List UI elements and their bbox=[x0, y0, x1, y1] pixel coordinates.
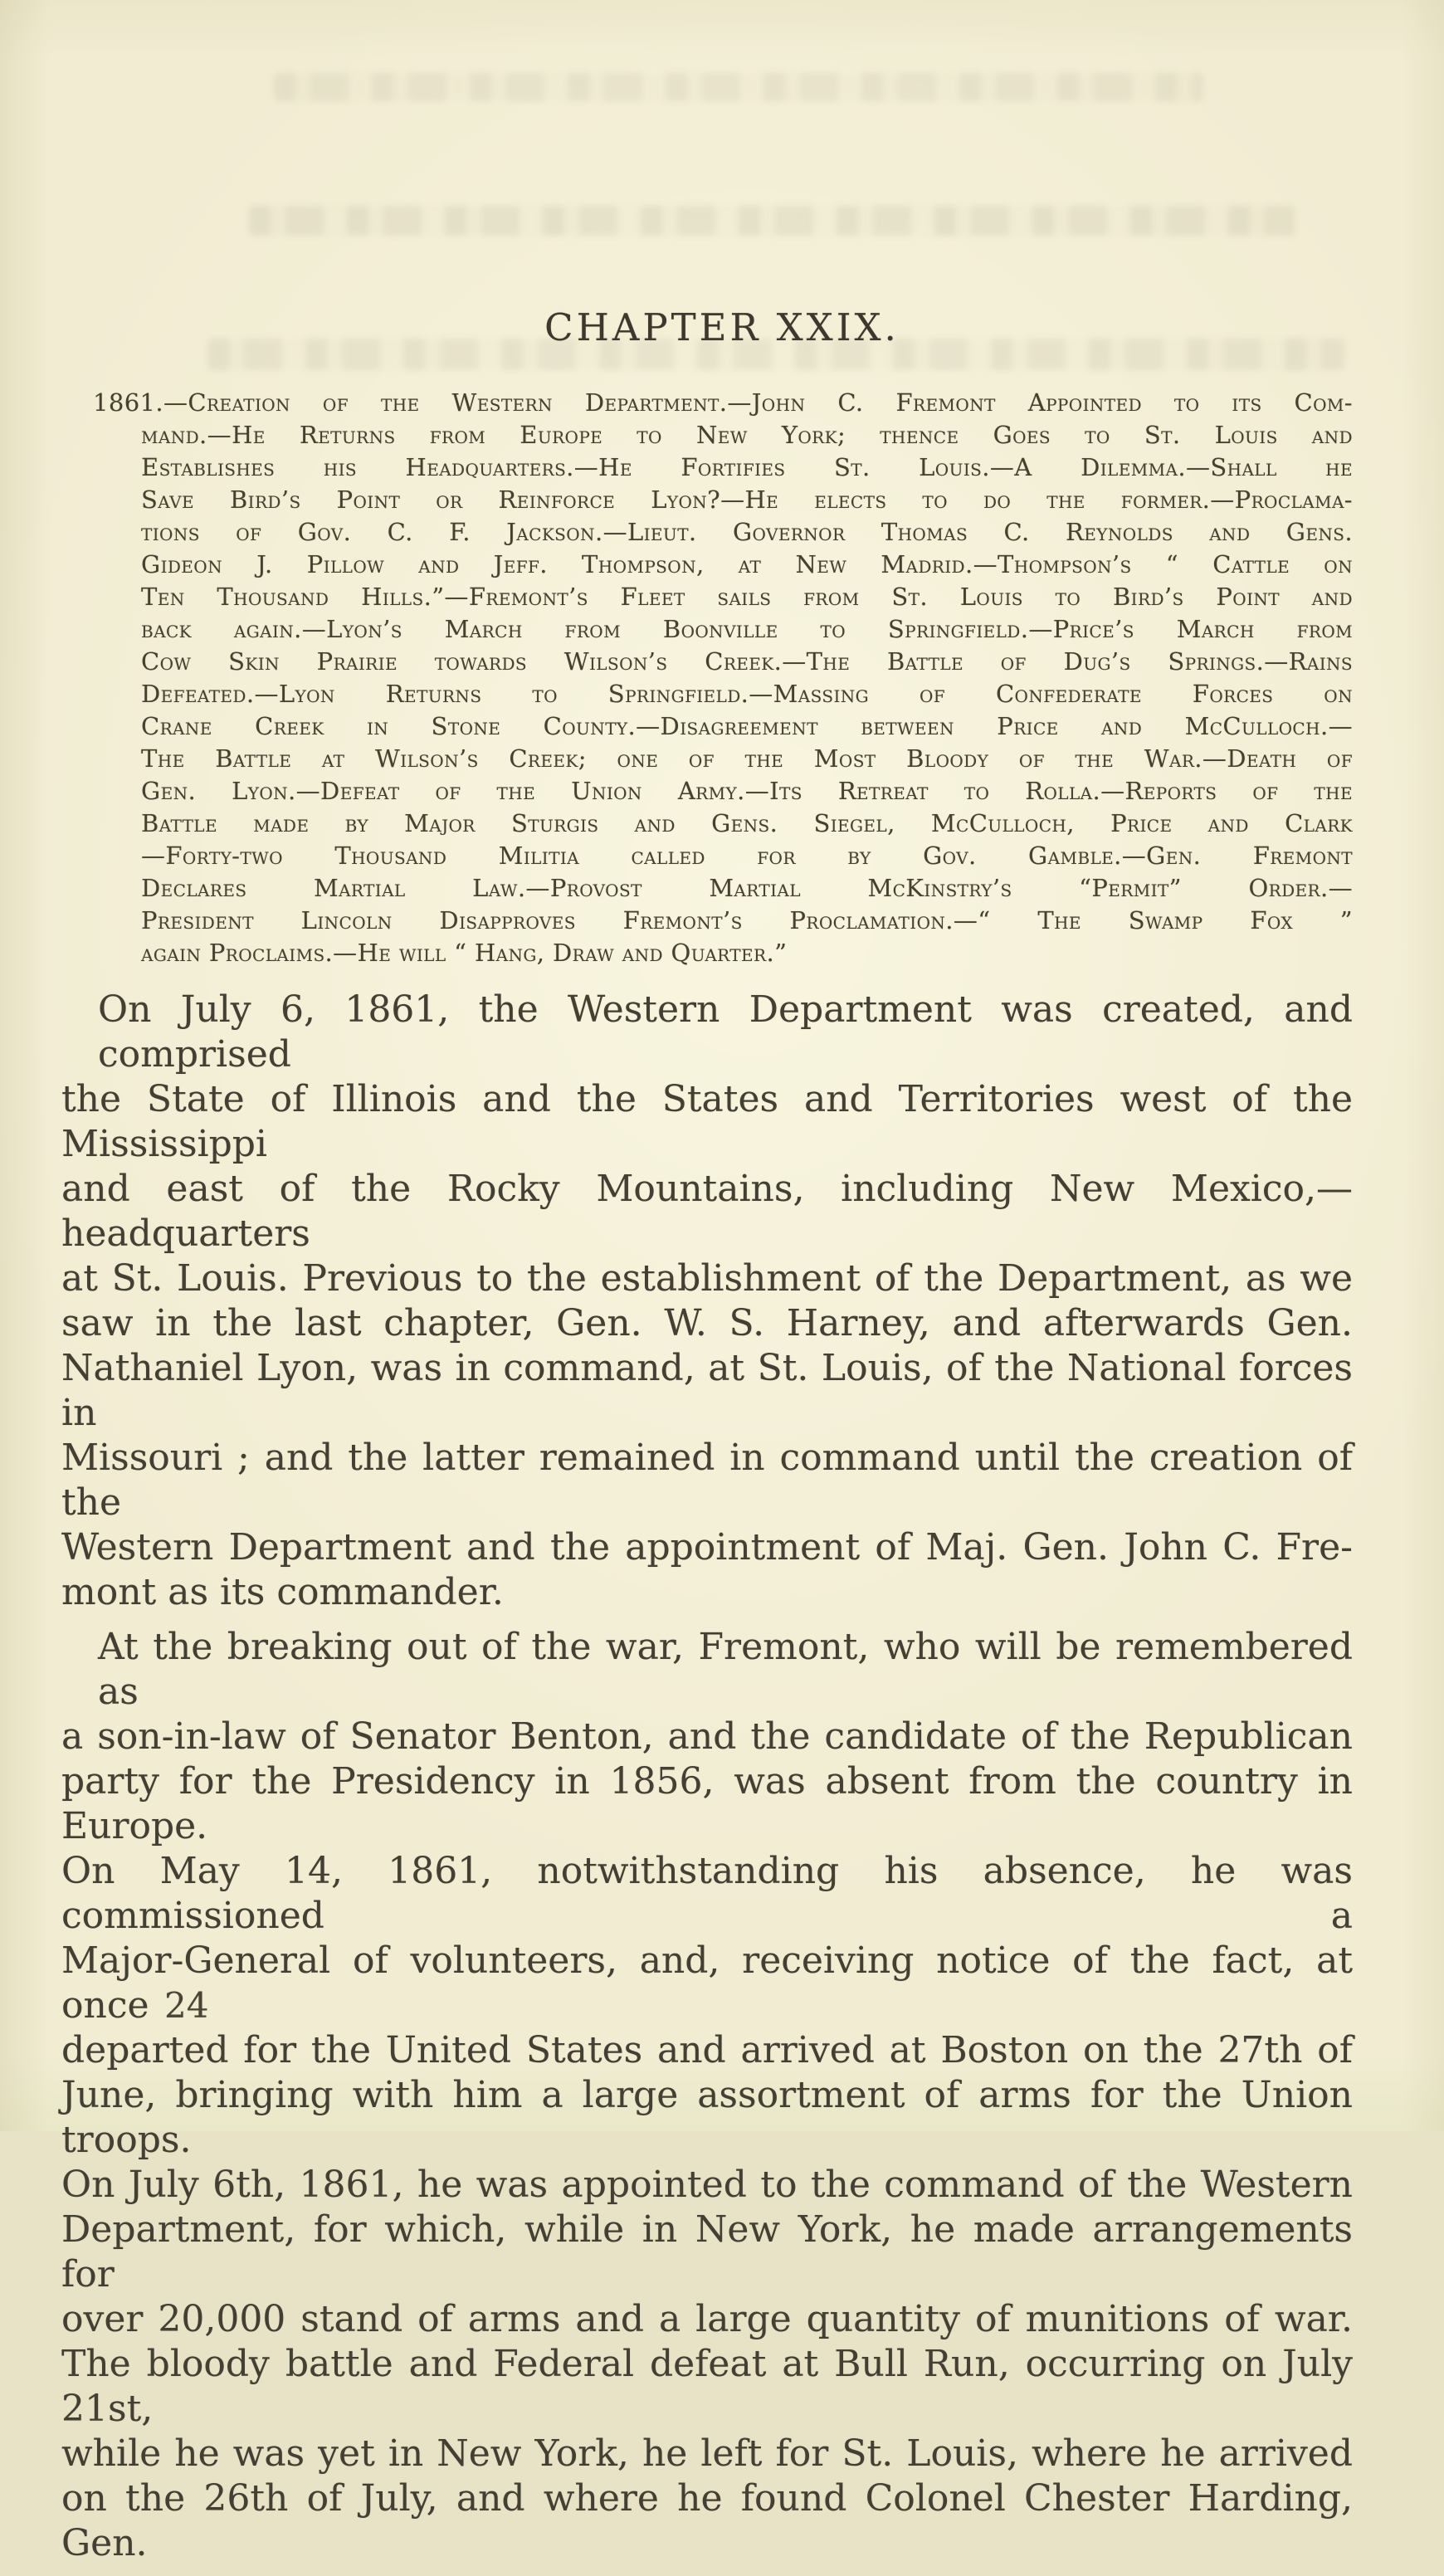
paragraph-1 bbox=[61, 988, 1353, 1615]
text-line: back again.—Lyon’s March from Boonville to Springfield.—Price’s March from bbox=[141, 615, 1353, 643]
text-line: The bloody battle and Federal defeat at Bull Run, occurring on July 21st, bbox=[61, 2343, 1353, 2430]
text-line: On May 14, 1861, notwithstanding his absence, he was commissioned a bbox=[61, 1850, 1353, 1937]
text-line: party for the Presidency in 1856, was absent from the country in Europe. bbox=[61, 1760, 1353, 1847]
text-line: a son-in-law of Senator Benton, and the candidate of the Republican bbox=[61, 1715, 1353, 1758]
text-line: Establishes his Headquarters.—He Fortifies St. Louis.—A Dilemma.—Shall he bbox=[141, 453, 1353, 481]
text-line: Department, for which, while in New York, he made arrangements for bbox=[61, 2208, 1353, 2295]
bleedthrough-ghost-text bbox=[249, 206, 1295, 236]
bleedthrough-ghost-text bbox=[274, 73, 1203, 101]
text-line: Gen. Lyon.—Defeat of the Union Army.—Its Retreat to Rolla.—Reports of the bbox=[141, 777, 1353, 805]
text-line: —Forty-two Thousand Militia called for by Gov. Gamble.—Gen. Fremont bbox=[141, 842, 1353, 870]
text-line: Missouri ; and the latter remained in command until the creation of the bbox=[61, 1437, 1353, 1524]
text-line: Declares Martial Law.—Provost Martial McKinstry’s “Permit” Order.— bbox=[141, 874, 1353, 902]
text-line: On July 6th, 1861, he was appointed to the command of the Western bbox=[61, 2164, 1353, 2206]
text-line: and east of the Rocky Mountains, including New Mexico,—headquarters bbox=[61, 1168, 1353, 1255]
text-line: The Battle at Wilson’s Creek; one of the Most Bloody of the War.—Death of bbox=[141, 744, 1353, 773]
text-line: Crane Creek in Stone County.—Disagreement between Price and McCulloch.— bbox=[141, 712, 1353, 740]
body-text bbox=[61, 988, 1353, 2576]
text-line: President Lincoln Disapproves Fremont’s Proclamation.—“ The Swamp Fox ” bbox=[141, 906, 1353, 934]
text-line: Battle made by Major Sturgis and Gens. Siegel, McCulloch, Price and Clark bbox=[141, 809, 1353, 837]
text-line: Western Department and the appointment of Maj. Gen. John C. Fre- bbox=[61, 1526, 1353, 1569]
text-line: Cow Skin Prairie towards Wilson’s Creek.—The Battle of Dug’s Springs.—Rains bbox=[141, 647, 1353, 676]
text-line: the State of Illinois and the States and Territories west of the Mississippi bbox=[61, 1078, 1353, 1165]
text-line: Major-General of volunteers, and, receiving notice of the fact, at once bbox=[61, 1939, 1353, 2027]
text-line: mont as its commander. bbox=[61, 1571, 504, 1613]
text-line: saw in the last chapter, Gen. W. S. Harney, and afterwards Gen. bbox=[61, 1302, 1353, 1344]
chapter-summary bbox=[93, 387, 1353, 969]
paragraph-2 bbox=[61, 1625, 1353, 2566]
text-line: while he was yet in New York, he left for St. Louis, where he arrived bbox=[61, 2432, 1353, 2475]
page-number: 24 bbox=[164, 1985, 209, 2026]
text-line: Defeated.—Lyon Returns to Springfield.—Massing of Confederate Forces on bbox=[141, 680, 1353, 708]
chapter-heading: CHAPTER XXIX. bbox=[544, 305, 900, 349]
text-line: departed for the United States and arrived at Boston on the 27th of bbox=[61, 2029, 1353, 2071]
text-line: On July 6, 1861, the Western Department was created, and comprised bbox=[98, 988, 1353, 1076]
text-line: At the breaking out of the war, Fremont, who will be remembered as bbox=[98, 1626, 1353, 1713]
text-line: at St. Louis. Previous to the establishment of the Department, as we bbox=[61, 1257, 1353, 1300]
text-line: mand.—He Returns from Europe to New York; thence Goes to St. Louis and bbox=[141, 421, 1353, 449]
text-line: June, bringing with him a large assortment of arms for the Union troops. bbox=[61, 2074, 1353, 2161]
text-line: on the 26th of July, and where he found Colonel Chester Harding, Gen. bbox=[61, 2477, 1353, 2564]
text-line: Ten Thousand Hills.”—Fremont’s Fleet sails from St. Louis to Bird’s Point and bbox=[141, 583, 1353, 611]
text-line: tions of Gov. C. F. Jackson.—Lieut. Governor Thomas C. Reynolds and Gens. bbox=[141, 518, 1353, 546]
text-line: Save Bird’s Point or Reinforce Lyon?—He elects to do the former.—Proclama- bbox=[141, 485, 1353, 514]
text-line: Nathaniel Lyon, was in command, at St. Louis, of the National forces in bbox=[61, 1347, 1353, 1434]
text-line: over 20,000 stand of arms and a large quantity of munitions of war. bbox=[61, 2298, 1353, 2340]
text-line: 1861.—Creation of the Western Department.—John C. Fremont Appointed to its Com- bbox=[93, 388, 1353, 417]
text-line: again Proclaims.—He will “ Hang, Draw and Quarter.” bbox=[141, 939, 788, 967]
text-line: Gideon J. Pillow and Jeff. Thompson, at New Madrid.—Thompson’s “ Cattle on bbox=[141, 550, 1353, 578]
